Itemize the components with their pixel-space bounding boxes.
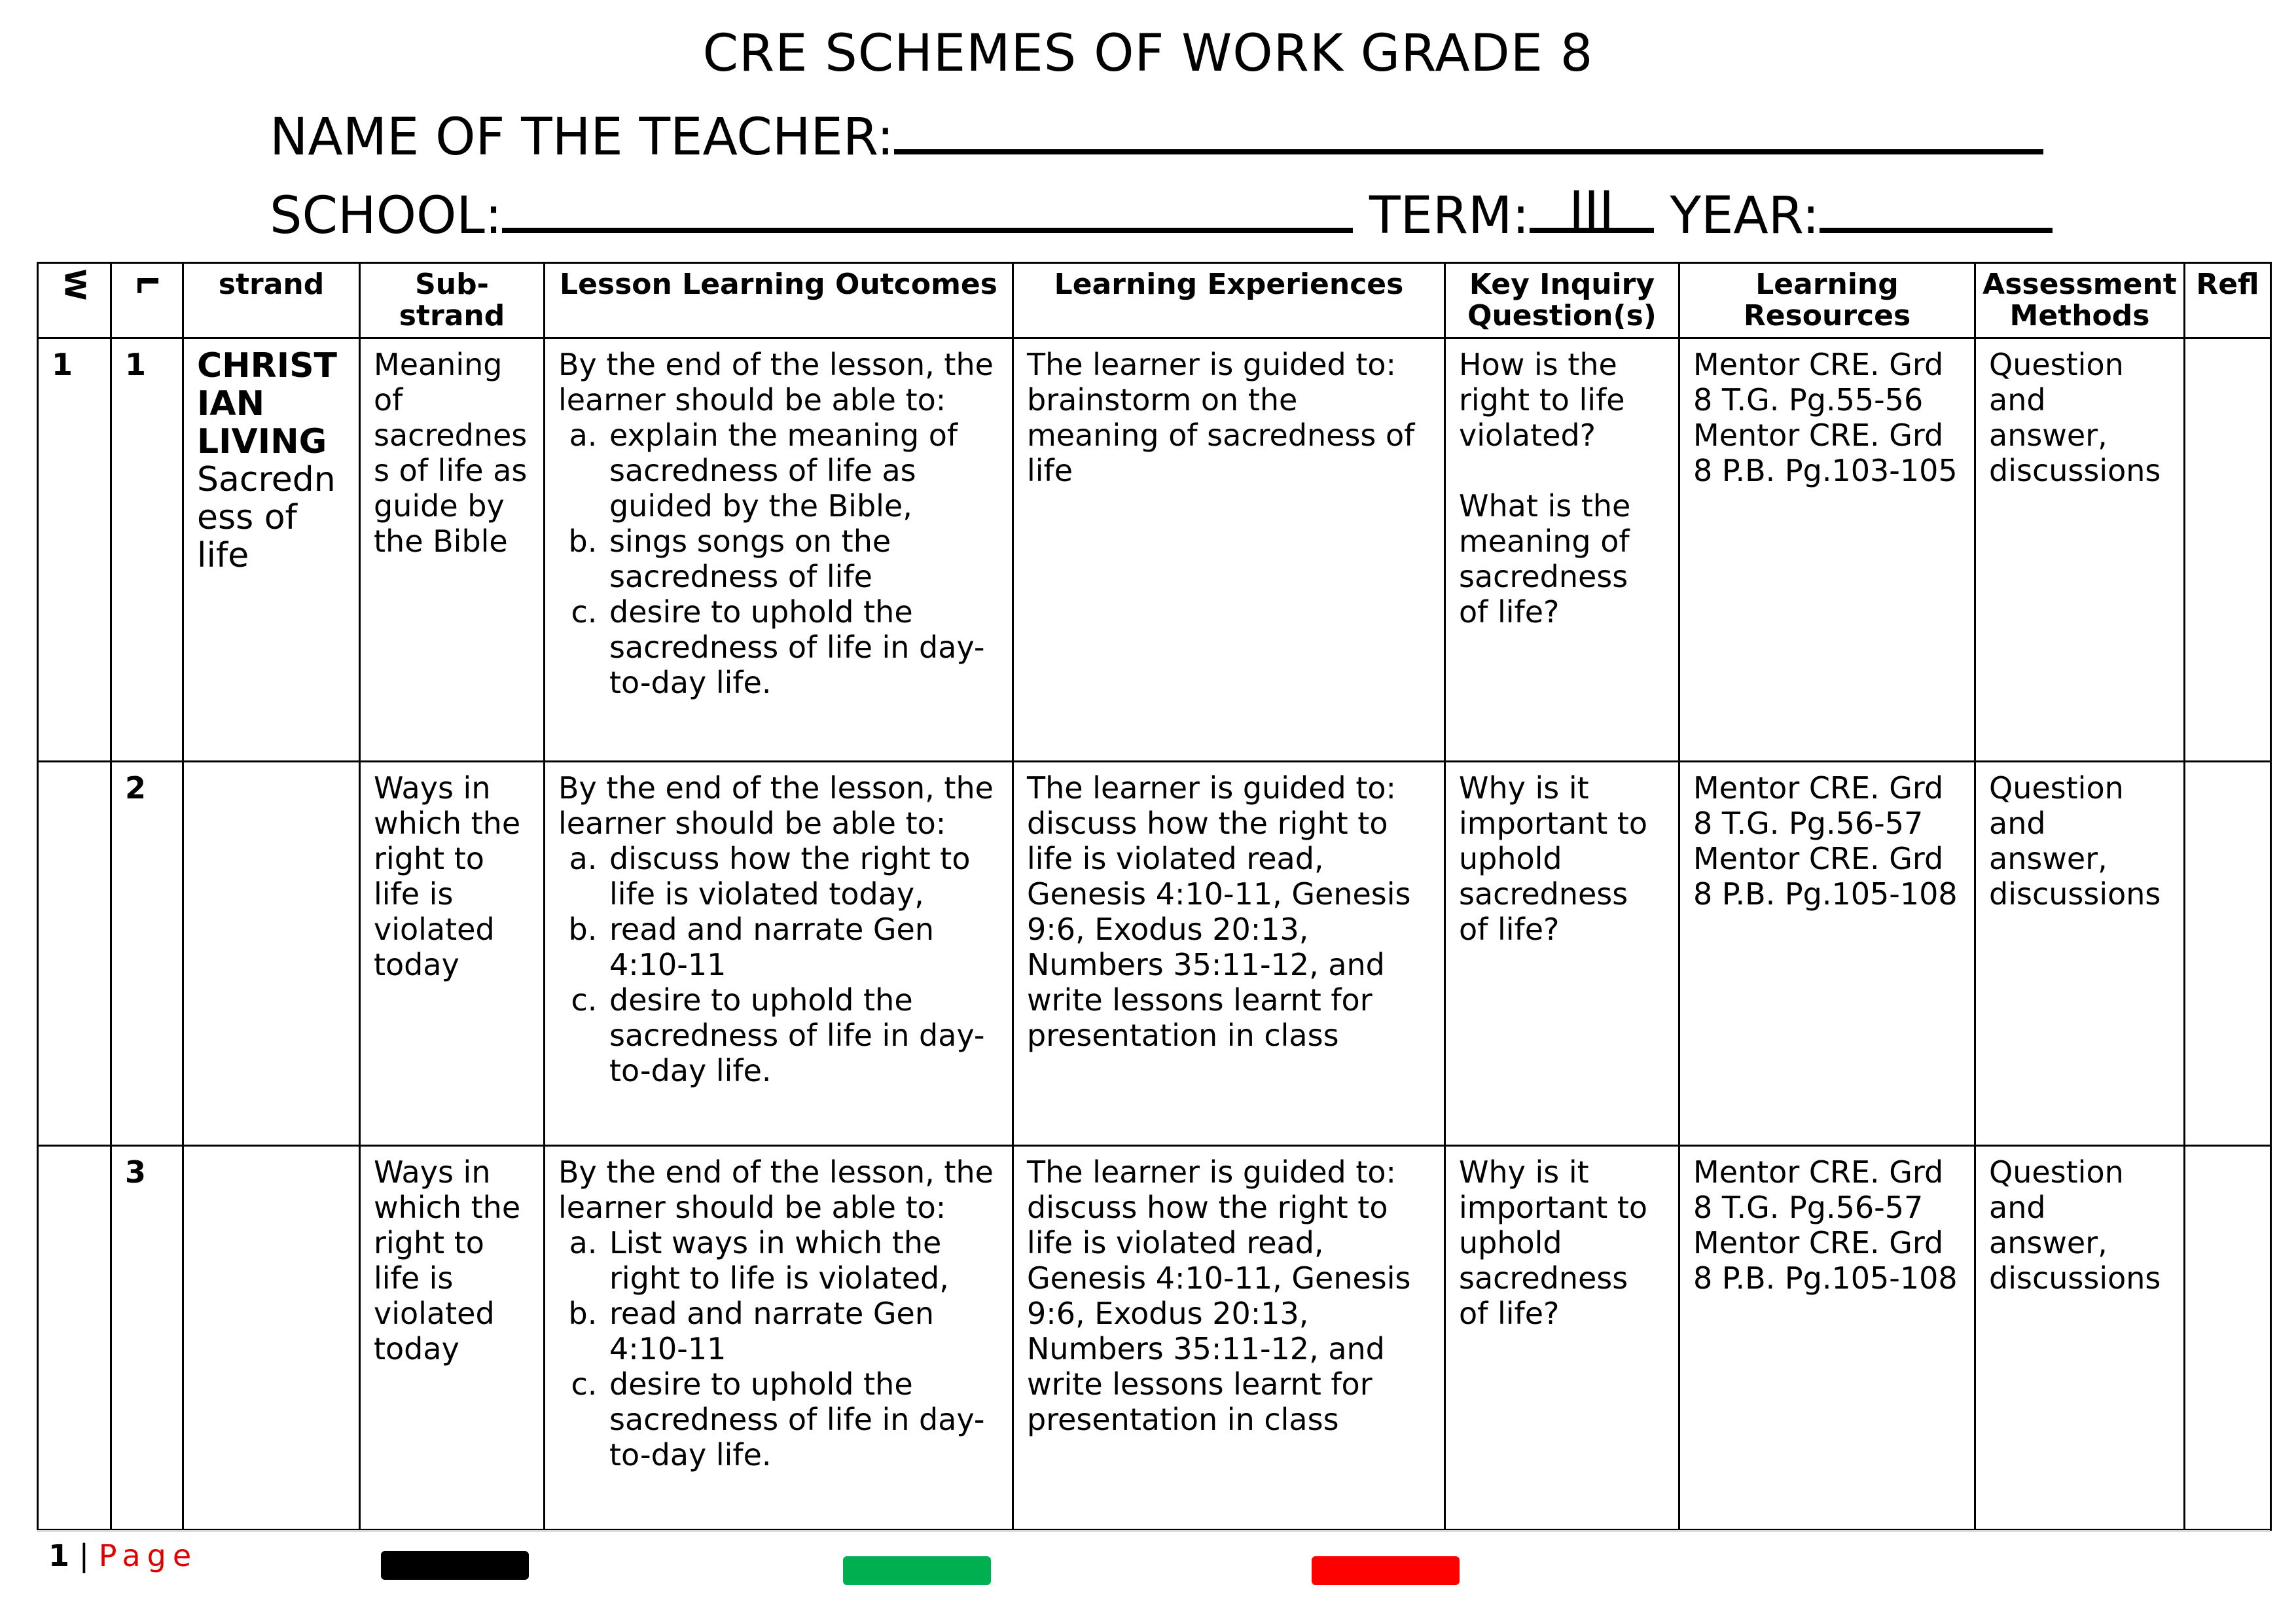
col-header-reflection: Refl xyxy=(2185,263,2271,338)
week-cell: 1 xyxy=(38,338,111,762)
col-header-outcomes: Lesson Learning Outcomes xyxy=(545,263,1013,338)
col-header-assessment: Assessment Methods xyxy=(1975,263,2185,338)
schemes-of-work-table xyxy=(37,262,2272,1531)
assessment-cell: Question and answer, discussions xyxy=(1975,1146,2185,1530)
school-term-year-line xyxy=(270,182,2053,245)
footer-divider xyxy=(37,1530,2270,1532)
outcomes-list xyxy=(558,1225,999,1472)
experiences-cell: The learner is guided to: brainstorm on the meaning of sacredness of life xyxy=(1013,338,1445,762)
table-row xyxy=(38,338,2271,762)
resources-cell: Mentor CRE. Grd 8 T.G. Pg.56-57 Mentor CRE. Grd 8 P.B. Pg.105-108 xyxy=(1679,1146,1975,1530)
footer-separator: | xyxy=(79,1538,90,1573)
outcomes-cell xyxy=(545,1146,1013,1530)
outcomes-intro: By the end of the lesson, the learner should be able to: xyxy=(558,1154,994,1225)
table-row xyxy=(38,1146,2271,1530)
reflection-cell[interactable] xyxy=(2185,762,2271,1146)
col-header-strand: strand xyxy=(183,263,360,338)
term-field[interactable] xyxy=(1530,181,1654,240)
strand-subtitle: Sacredness of life xyxy=(197,460,336,575)
outcomes-list xyxy=(558,418,999,700)
outcome-item: b. sings songs on the sacredness of life xyxy=(607,524,999,594)
week-cell xyxy=(38,762,111,1146)
table-header-row xyxy=(38,263,2271,338)
substrand-cell: Ways in which the right to life is violated today xyxy=(360,1146,545,1530)
col-header-resources: Learning Resources xyxy=(1679,263,1975,338)
strand-title: CHRISTIAN LIVING xyxy=(197,346,337,461)
col-header-lesson: L xyxy=(111,263,183,338)
week-cell xyxy=(38,1146,111,1530)
experiences-cell: The learner is guided to: discuss how the right to life is violated read, Genesis 4:10-11, Genesis 9:6, Exodus 20:13, Numbers 35:11-12, and write lessons learnt for presentation in class xyxy=(1013,762,1445,1146)
school-label: SCHOOL: xyxy=(270,187,503,245)
assessment-cell: Question and answer, discussions xyxy=(1975,762,2185,1146)
assessment-cell: Question and answer, discussions xyxy=(1975,338,2185,762)
teacher-label: NAME OF THE TEACHER: xyxy=(270,108,894,167)
year-label: YEAR: xyxy=(1670,187,1820,245)
page-label: Page xyxy=(98,1538,198,1573)
strand-cell xyxy=(183,338,360,762)
reflection-cell[interactable] xyxy=(2185,338,2271,762)
term-label: TERM: xyxy=(1369,187,1530,245)
reflection-cell[interactable] xyxy=(2185,1146,2271,1530)
questions-cell xyxy=(1445,338,1679,762)
table-row xyxy=(38,762,2271,1146)
outcome-item: c. desire to uphold the sacredness of life in day-to-day life. xyxy=(607,982,999,1088)
outcome-item: b. read and narrate Gen 4:10-11 xyxy=(607,1296,999,1366)
page-title: CRE SCHEMES OF WORK GRADE 8 xyxy=(702,24,1594,83)
strand-cell xyxy=(183,762,360,1146)
outcomes-intro: By the end of the lesson, the learner should be able to: xyxy=(558,347,994,418)
page-number: 1 xyxy=(48,1538,70,1573)
col-header-substrand: Sub-strand xyxy=(360,263,545,338)
page-footer xyxy=(48,1538,198,1573)
strand-cell xyxy=(183,1146,360,1530)
outcomes-cell xyxy=(545,338,1013,762)
substrand-cell: Ways in which the right to life is violated today xyxy=(360,762,545,1146)
outcome-item: a. discuss how the right to life is violated today, xyxy=(607,841,999,912)
outcomes-cell xyxy=(545,762,1013,1146)
col-header-week: W xyxy=(38,263,111,338)
lesson-cell: 1 xyxy=(111,338,183,762)
question-item: Why is it important to uphold sacredness of life? xyxy=(1459,1154,1648,1331)
substrand-cell: Meaning of sacredness of life as guide by the Bible xyxy=(360,338,545,762)
green-marker-bar xyxy=(843,1556,991,1585)
school-field[interactable] xyxy=(502,182,1353,233)
black-marker-bar xyxy=(381,1551,529,1580)
col-header-experiences: Learning Experiences xyxy=(1013,263,1445,338)
lesson-cell: 2 xyxy=(111,762,183,1146)
outcomes-intro: By the end of the lesson, the learner should be able to: xyxy=(558,770,994,841)
outcome-item: a. explain the meaning of sacredness of life as guided by the Bible, xyxy=(607,418,999,524)
year-field[interactable] xyxy=(1820,182,2053,233)
resources-cell: Mentor CRE. Grd 8 T.G. Pg.55-56 Mentor CRE. Grd 8 P.B. Pg.103-105 xyxy=(1679,338,1975,762)
outcome-item: a. List ways in which the right to life is violated, xyxy=(607,1225,999,1296)
resources-cell: Mentor CRE. Grd 8 T.G. Pg.56-57 Mentor CRE. Grd 8 P.B. Pg.105-108 xyxy=(1679,762,1975,1146)
questions-cell xyxy=(1445,762,1679,1146)
red-marker-bar xyxy=(1312,1556,1460,1585)
questions-cell xyxy=(1445,1146,1679,1530)
lesson-cell: 3 xyxy=(111,1146,183,1530)
experiences-cell: The learner is guided to: discuss how the right to life is violated read, Genesis 4:10-11, Genesis 9:6, Exodus 20:13, Numbers 35:11-12, and write lessons learnt for presentation in class xyxy=(1013,1146,1445,1530)
question-item: What is the meaning of sacredness of life? xyxy=(1459,488,1631,630)
question-item: Why is it important to uphold sacredness of life? xyxy=(1459,770,1648,947)
teacher-name-line xyxy=(270,103,2043,166)
outcomes-list xyxy=(558,841,999,1088)
term-value: III xyxy=(1569,181,1615,240)
outcome-item: b. read and narrate Gen 4:10-11 xyxy=(607,912,999,982)
question-item: How is the right to life violated? xyxy=(1459,347,1625,453)
teacher-name-field[interactable] xyxy=(894,103,2043,154)
outcome-item: c. desire to uphold the sacredness of life in day-to-day life. xyxy=(607,594,999,700)
col-header-questions: Key Inquiry Question(s) xyxy=(1445,263,1679,338)
outcome-item: c. desire to uphold the sacredness of life in day-to-day life. xyxy=(607,1366,999,1472)
